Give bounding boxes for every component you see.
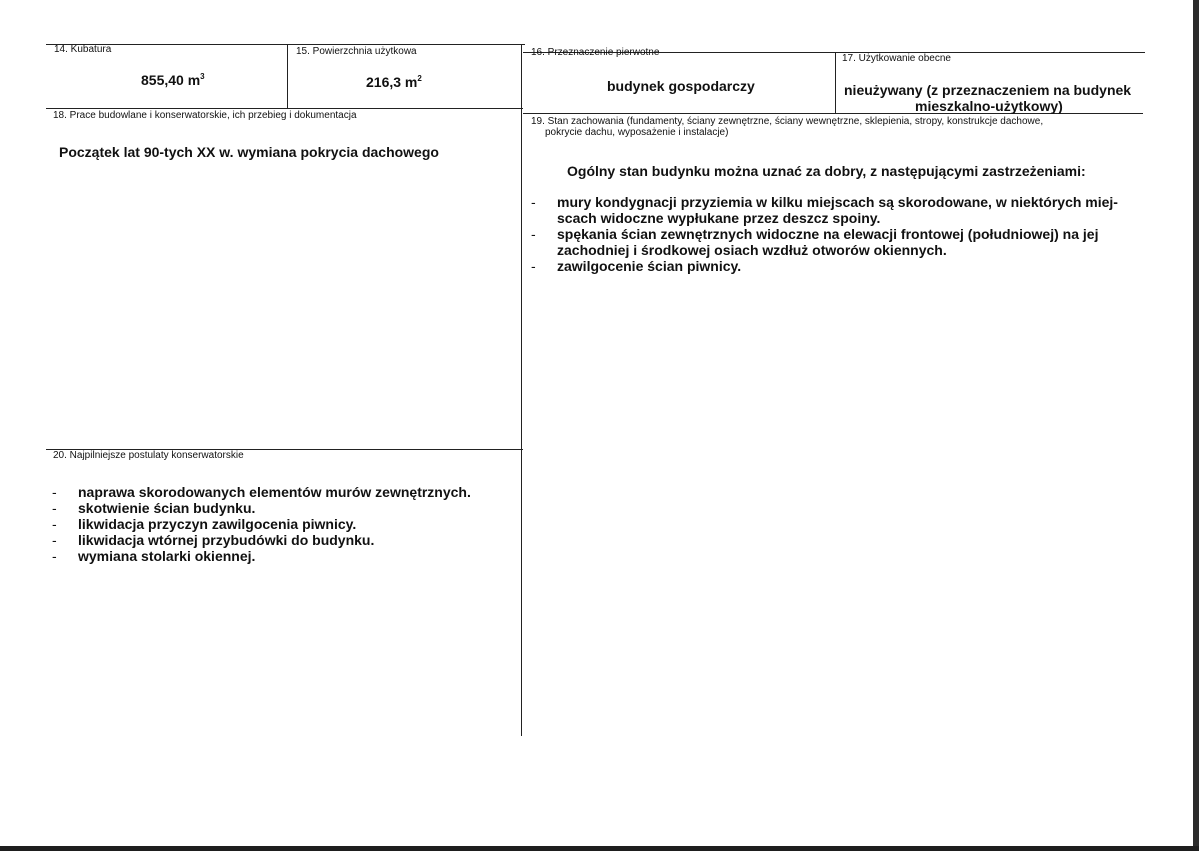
kubatura-number: 855,40 m	[141, 72, 201, 88]
postulaty-list	[52, 484, 517, 564]
przeznaczenie-label: 16. Przeznaczenie pierwotne	[531, 47, 660, 58]
prace-label: 18. Prace budowlane i konserwatorskie, ich przebieg i dokumentacja	[53, 110, 357, 121]
przeznaczenie-value: budynek gospodarczy	[607, 78, 755, 94]
row-divider-left	[46, 108, 523, 109]
kubatura-value	[141, 72, 205, 89]
dash-bullet: -	[531, 226, 536, 242]
column-divider-1	[287, 44, 288, 108]
dash-bullet: -	[52, 548, 57, 564]
stan-list	[531, 194, 1141, 274]
scan-edge-bottom	[0, 846, 1199, 851]
powierzchnia-label: 15. Powierzchnia użytkowa	[296, 46, 417, 57]
list-item-text: naprawa skorodowanych elementów murów zewnętrznych.	[78, 484, 471, 500]
list-item-line: spękania ścian zewnętrznych widoczne na elewacji frontowej (południowej) na jej	[557, 226, 1099, 242]
list-item-line: zawilgocenie ścian piwnicy.	[557, 258, 742, 274]
list-item-text: skotwienie ścian budynku.	[78, 500, 256, 516]
stan-label-line2: pokrycie dachu, wyposażenie i instalacje)	[545, 127, 729, 138]
list-item-line: mury kondygnacji przyziemia w kilku miejscach są skorodowane, w niektórych miej-	[557, 194, 1118, 210]
stan-intro: Ogólny stan budynku można uznać za dobry, z następującymi zastrzeżeniami:	[567, 163, 1086, 179]
list-item	[52, 484, 517, 500]
kubatura-label: 14. Kubatura	[54, 44, 112, 55]
list-item-text: wymiana stolarki okiennej.	[78, 548, 256, 564]
list-item-text: likwidacja przyczyn zawilgocenia piwnicy.	[78, 516, 357, 532]
dash-bullet: -	[52, 500, 57, 516]
list-item	[531, 226, 1141, 258]
prace-value: Początek lat 90-tych XX w. wymiana pokrycia dachowego	[59, 144, 439, 160]
kubatura-exponent: 3	[200, 72, 205, 81]
stan-label-line1: 19. Stan zachowania (fundamenty, ściany zewnętrzne, ściany wewnętrzne, sklepienia, stropy, konstrukcje dachowe,	[531, 116, 1044, 127]
postulaty-label: 20. Najpilniejsze postulaty konserwatorskie	[53, 450, 244, 461]
list-item	[52, 516, 517, 532]
powierzchnia-number: 216,3 m	[366, 74, 418, 90]
uzytkowanie-label: 17. Użytkowanie obecne	[842, 53, 951, 64]
column-divider-main	[521, 44, 522, 736]
column-divider-3	[835, 52, 836, 113]
dash-bullet: -	[52, 532, 57, 548]
list-item	[52, 548, 517, 564]
dash-bullet: -	[531, 258, 536, 274]
list-item-text: likwidacja wtórnej przybudówki do budynku.	[78, 532, 375, 548]
list-item	[52, 500, 517, 516]
list-item-line: scach widoczne wypłukane przez deszcz spoiny.	[557, 210, 881, 226]
uzytkowanie-value-line2: mieszkalno-użytkowy)	[915, 98, 1063, 114]
scan-edge-right	[1193, 0, 1199, 851]
uzytkowanie-value-line1: nieużywany (z przeznaczeniem na budynek	[844, 82, 1132, 98]
dash-bullet: -	[52, 484, 57, 500]
top-rule	[46, 44, 525, 45]
powierzchnia-exponent: 2	[417, 74, 422, 83]
dash-bullet: -	[52, 516, 57, 532]
list-item	[531, 194, 1141, 226]
list-item	[52, 532, 517, 548]
powierzchnia-value	[366, 74, 422, 91]
list-item	[531, 258, 1141, 274]
dash-bullet: -	[531, 194, 536, 210]
list-item-line: zachodniej i środkowej osiach wzdłuż otworów okiennych.	[557, 242, 947, 258]
